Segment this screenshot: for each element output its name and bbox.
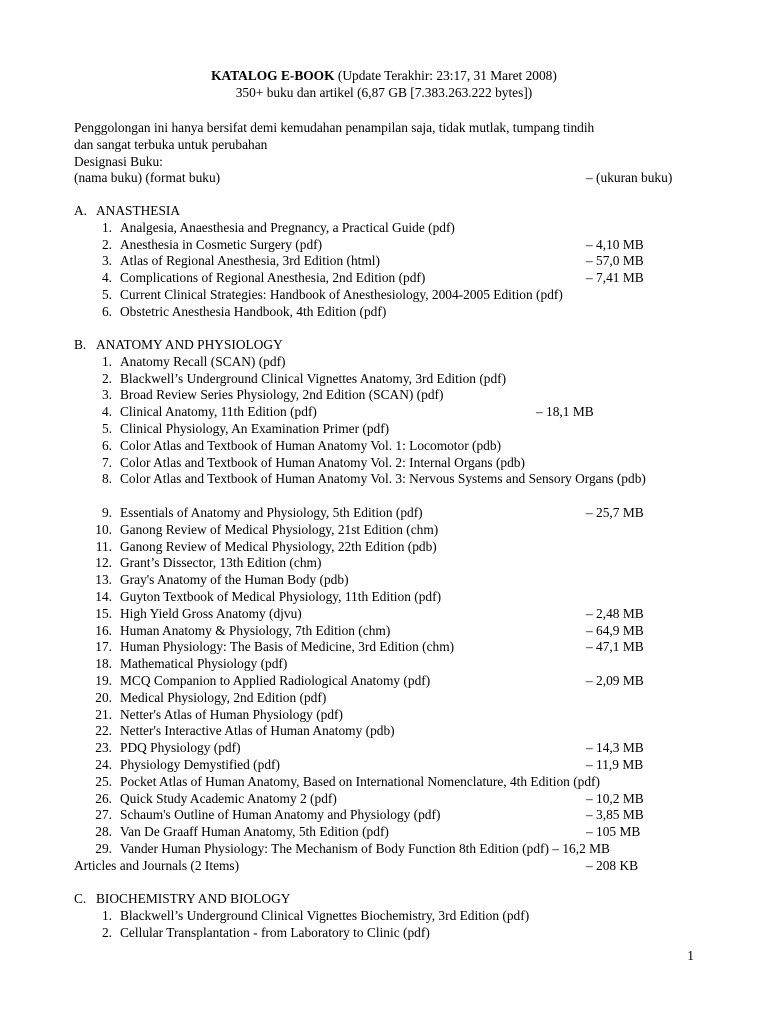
- item-title: Cellular Transplantation - from Laboratory to Clinic (pdf): [120, 924, 430, 940]
- list-item: [74, 908, 714, 925]
- item-number: 14.: [95, 588, 112, 604]
- list-item: [74, 589, 714, 606]
- list-item: [74, 371, 714, 388]
- item-number: 18.: [95, 656, 112, 672]
- update-info: (Update Terakhir: 23:17, 31 Maret 2008): [334, 68, 557, 83]
- list-item: [74, 639, 714, 656]
- item-title: Human Anatomy & Physiology, 7th Edition (chm): [120, 622, 391, 638]
- list-item: [74, 807, 714, 824]
- list-item: [74, 723, 714, 740]
- item-title: Grant’s Dissector, 13th Edition (chm): [120, 555, 322, 571]
- item-title: BIOCHEMISTRY AND BIOLOGY: [96, 891, 291, 906]
- item-title: Obstetric Anesthesia Handbook, 4th Edition (pdf): [120, 303, 387, 319]
- item-title: Complications of Regional Anesthesia, 2nd Edition (pdf): [120, 270, 426, 286]
- designation-format: [74, 170, 714, 187]
- item-number: 3.: [101, 387, 112, 403]
- item-title: Essentials of Anatomy and Physiology, 5th Edition (pdf): [120, 504, 423, 520]
- item-size: – 14,3 MB: [586, 740, 644, 756]
- item-title: Vander Human Physiology: The Mechanism of Body Function 8th Edition (pdf) – 16,2 MB: [120, 840, 610, 856]
- list-item: [74, 220, 714, 237]
- list-item: [74, 304, 714, 321]
- item-title: Blackwell’s Underground Clinical Vignettes Biochemistry, 3rd Edition (pdf): [120, 907, 530, 923]
- list-item: [74, 455, 714, 472]
- item-number: 17.: [95, 639, 112, 655]
- item-title: Clinical Anatomy, 11th Edition (pdf): [120, 404, 317, 420]
- item-title: Netter's Atlas of Human Physiology (pdf): [120, 706, 343, 722]
- item-number: 8.: [101, 471, 112, 487]
- section-heading: [74, 337, 714, 354]
- item-title: Current Clinical Strategies: Handbook of Anesthesiology, 2004-2005 Edition (pdf): [120, 286, 563, 302]
- item-size: – 18,1 MB: [536, 404, 594, 420]
- item-number: 12.: [95, 555, 112, 571]
- list-item: [74, 623, 714, 640]
- item-number: 29.: [95, 840, 112, 856]
- section-biochemistry-biology: [74, 891, 714, 941]
- catalog-header: [0, 68, 768, 102]
- item-number: 28.: [95, 824, 112, 840]
- item-title: Anatomy Recall (SCAN) (pdf): [120, 353, 286, 369]
- item-number: 5.: [101, 420, 112, 436]
- list-item: [74, 740, 714, 757]
- list-item: [74, 824, 714, 841]
- item-number: 10.: [95, 521, 112, 537]
- item-number: 2.: [101, 924, 112, 940]
- item-title: ANATOMY AND PHYSIOLOGY: [96, 337, 283, 352]
- section-anasthesia: [74, 203, 714, 321]
- page-number: 1: [687, 948, 694, 963]
- list-item: [74, 606, 714, 623]
- section-heading: [74, 203, 714, 220]
- item-title: Articles and Journals (2 Items): [74, 857, 240, 873]
- item-title: Van De Graaff Human Anatomy, 5th Edition (pdf): [120, 824, 389, 840]
- item-title: Schaum's Outline of Human Anatomy and Physiology (pdf): [120, 807, 441, 823]
- list-item: [74, 572, 714, 589]
- item-number: A.: [74, 203, 88, 218]
- list-item: [74, 539, 714, 556]
- item-number: 3.: [101, 253, 112, 269]
- section-anatomy-physiology: [74, 337, 714, 875]
- list-item: [74, 690, 714, 707]
- item-number: 1.: [101, 219, 112, 235]
- item-title: Designasi Buku:: [74, 153, 163, 169]
- list-item: [74, 471, 714, 505]
- item-title: MCQ Companion to Applied Radiological Anatomy (pdf): [120, 672, 431, 688]
- list-item: [74, 522, 714, 539]
- item-title: Blackwell’s Underground Clinical Vignettes Anatomy, 3rd Edition (pdf): [120, 370, 507, 386]
- item-title: (nama buku) (format buku): [74, 170, 221, 186]
- list-item: [74, 555, 714, 572]
- item-number: 1.: [101, 907, 112, 923]
- item-title: Clinical Physiology, An Examination Primer (pdf): [120, 420, 390, 436]
- list-item: [74, 774, 714, 791]
- intro-line: [74, 120, 714, 137]
- item-title: Atlas of Regional Anesthesia, 3rd Edition (html): [120, 253, 380, 269]
- item-title: Physiology Demystified (pdf): [120, 756, 280, 772]
- list-item: [74, 757, 714, 774]
- list-item: [74, 438, 714, 455]
- item-number: 25.: [95, 773, 112, 789]
- item-title: High Yield Gross Anatomy (djvu): [120, 605, 302, 621]
- item-title: dan sangat terbuka untuk perubahan: [74, 136, 268, 152]
- item-number: 9.: [101, 504, 112, 520]
- list-item: [74, 253, 714, 270]
- list-item: [74, 270, 714, 287]
- item-size: – 208 KB: [586, 857, 639, 873]
- item-number: C.: [74, 891, 87, 906]
- list-item: [74, 707, 714, 724]
- item-title: Mathematical Physiology (pdf): [120, 656, 288, 672]
- item-size: – 7,41 MB: [586, 270, 644, 286]
- item-title: Quick Study Academic Anatomy 2 (pdf): [120, 790, 337, 806]
- item-title: Anesthesia in Cosmetic Surgery (pdf): [120, 236, 323, 252]
- item-number: 1.: [101, 353, 112, 369]
- list-item: [74, 791, 714, 808]
- designation-heading: [74, 154, 714, 171]
- item-title: Color Atlas and Textbook of Human Anatomy Vol. 3: Nervous Systems and Sensory Organs (pdb): [120, 471, 646, 487]
- item-number: 22.: [95, 723, 112, 739]
- list-item: [74, 673, 714, 690]
- item-number: 2.: [101, 370, 112, 386]
- item-number: 13.: [95, 572, 112, 588]
- item-number: 6.: [101, 303, 112, 319]
- item-size: – (ukuran buku): [586, 170, 673, 186]
- item-title: PDQ Physiology (pdf): [120, 740, 241, 756]
- item-title: Medical Physiology, 2nd Edition (pdf): [120, 689, 327, 705]
- item-size: – 10,2 MB: [586, 790, 644, 806]
- item-title: Broad Review Series Physiology, 2nd Edition (SCAN) (pdf): [120, 387, 444, 403]
- item-number: 5.: [101, 286, 112, 302]
- item-title: Ganong Review of Medical Physiology, 22th Edition (pdb): [120, 538, 437, 554]
- item-number: 20.: [95, 689, 112, 705]
- list-item: [74, 404, 714, 421]
- item-title: Color Atlas and Textbook of Human Anatomy Vol. 2: Internal Organs (pdb): [120, 454, 525, 470]
- item-title: Ganong Review of Medical Physiology, 21st Edition (chm): [120, 521, 439, 537]
- list-item: [74, 925, 714, 942]
- item-number: 11.: [95, 538, 112, 554]
- list-item: [74, 505, 714, 522]
- item-size: – 11,9 MB: [586, 756, 644, 772]
- item-number: 24.: [95, 756, 112, 772]
- item-size: – 2,09 MB: [586, 672, 644, 688]
- section-heading: [74, 891, 714, 908]
- list-item: [74, 237, 714, 254]
- item-size: – 4,10 MB: [586, 236, 644, 252]
- item-number: B.: [74, 337, 87, 352]
- item-number: 7.: [101, 454, 112, 470]
- item-number: 4.: [101, 270, 112, 286]
- item-size: – 105 MB: [586, 824, 641, 840]
- item-title: Guyton Textbook of Medical Physiology, 11th Edition (pdf): [120, 588, 442, 604]
- item-number: 16.: [95, 622, 112, 638]
- list-item: [74, 841, 714, 858]
- item-title: Penggolongan ini hanya bersifat demi kemudahan penampilan saja, tidak mutlak, tumpang tindih: [74, 120, 595, 135]
- item-title: ANASTHESIA: [96, 203, 181, 218]
- item-number: 2.: [101, 236, 112, 252]
- item-size: – 57,0 MB: [586, 253, 644, 269]
- item-number: 27.: [95, 807, 112, 823]
- item-size: – 3,85 MB: [586, 807, 644, 823]
- intro-block: [74, 120, 714, 187]
- item-number: 4.: [101, 404, 112, 420]
- item-size: – 25,7 MB: [586, 504, 644, 520]
- item-title: Netter's Interactive Atlas of Human Anatomy (pdb): [120, 723, 395, 739]
- item-number: 15.: [95, 605, 112, 621]
- list-item: [74, 387, 714, 404]
- intro-line: [74, 137, 714, 154]
- list-item: [74, 421, 714, 438]
- item-number: 23.: [95, 740, 112, 756]
- item-number: 26.: [95, 790, 112, 806]
- item-number: 21.: [95, 706, 112, 722]
- header-title-line: [0, 68, 768, 85]
- catalog-summary: 350+ buku dan artikel (6,87 GB [7.383.263.222 bytes]): [235, 85, 533, 100]
- list-item: [74, 287, 714, 304]
- list-item: [74, 354, 714, 371]
- item-size: – 2,48 MB: [586, 605, 644, 621]
- item-title: Pocket Atlas of Human Anatomy, Based on International Nomenclature, 4th Edition (pdf): [120, 773, 600, 789]
- item-number: 6.: [101, 437, 112, 453]
- list-item: [74, 656, 714, 673]
- articles-row: [74, 858, 714, 875]
- item-number: 19.: [95, 672, 112, 688]
- catalog-title: KATALOG E-BOOK: [211, 68, 335, 83]
- item-title: Analgesia, Anaesthesia and Pregnancy, a Practical Guide (pdf): [120, 219, 455, 235]
- item-size: – 64,9 MB: [586, 622, 644, 638]
- item-size: – 47,1 MB: [586, 639, 644, 655]
- item-title: Color Atlas and Textbook of Human Anatomy Vol. 1: Locomotor (pdb): [120, 437, 502, 453]
- item-title: Human Physiology: The Basis of Medicine, 3rd Edition (chm): [120, 639, 455, 655]
- item-title: Gray's Anatomy of the Human Body (pdb): [120, 572, 349, 588]
